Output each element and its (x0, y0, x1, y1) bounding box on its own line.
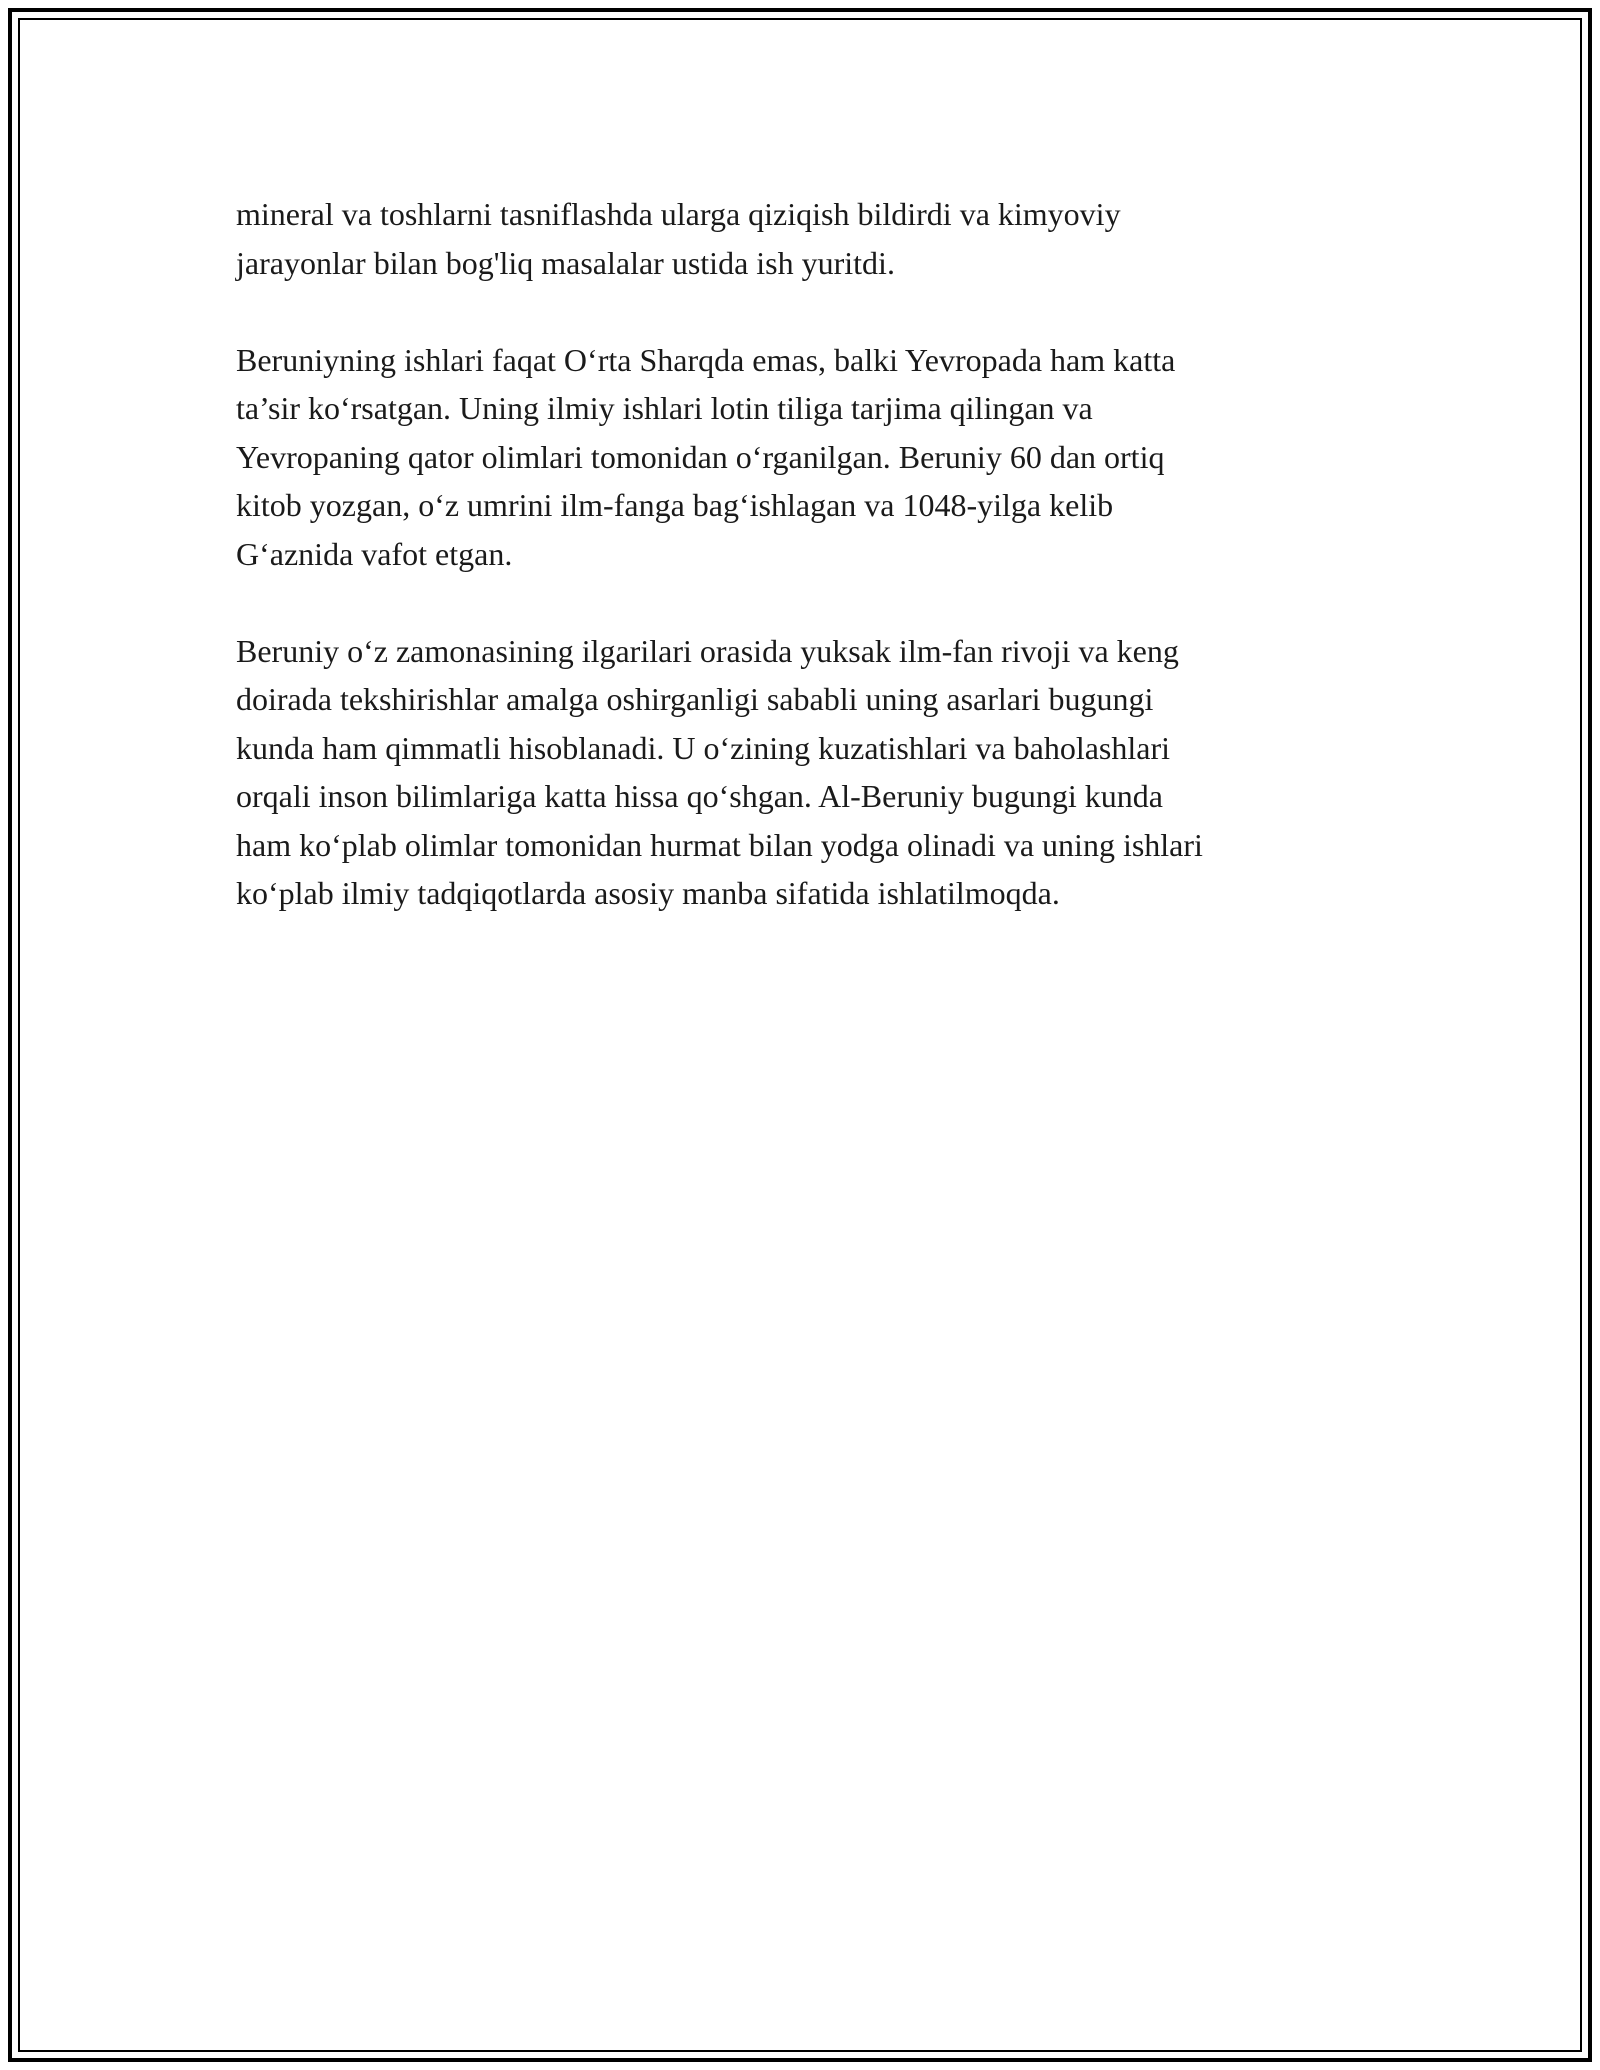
paragraph-1 (236, 190, 1366, 287)
text-line: kitob yozgan, o‘z umrini ilm-fanga bag‘ishlagan va 1048-yilga kelib (236, 487, 1114, 523)
paragraph-3 (236, 627, 1366, 918)
text-line: ham ko‘plab olimlar tomonidan hurmat bilan yodga olinadi va uning ishlari (236, 826, 1203, 863)
text-line: orqali inson bilimlariga katta hissa qo‘shgan. Al-Beruniy bugungi kunda (236, 778, 1163, 814)
text-line: Beruniyning ishlari faqat O‘rta Sharqda emas, balki Yevropada ham katta (236, 341, 1176, 378)
text-line: kunda ham qimmatli hisoblanadi. U o‘zining kuzatishlari va baholashlari (236, 729, 1170, 766)
document-body (236, 190, 1366, 966)
text-line: jarayonlar bilan bog'liq masalalar ustida ish yuritdi. (236, 244, 895, 281)
paragraph-2 (236, 336, 1366, 579)
text-line: ta’sir ko‘rsatgan. Uning ilmiy ishlari lotin tiliga tarjima qilingan va (236, 390, 1093, 426)
text-line: Yevropaning qator olimlari tomonidan o‘rganilgan. Beruniy 60 dan ortiq (236, 438, 1165, 475)
text-line: doirada tekshirishlar amalga oshirganligi sababli uning asarlari bugungi (236, 681, 1154, 717)
text-line: ko‘plab ilmiy tadqiqotlarda asosiy manba sifatida ishlatilmoqda. (236, 875, 1060, 911)
text-line: Beruniy o‘z zamonasining ilgarilari orasida yuksak ilm-fan rivoji va keng (236, 632, 1179, 669)
text-line: mineral va toshlarni tasniflashda ularga qiziqish bildirdi va kimyoviy (236, 196, 1121, 232)
text-line: G‘aznida vafot etgan. (236, 535, 513, 572)
